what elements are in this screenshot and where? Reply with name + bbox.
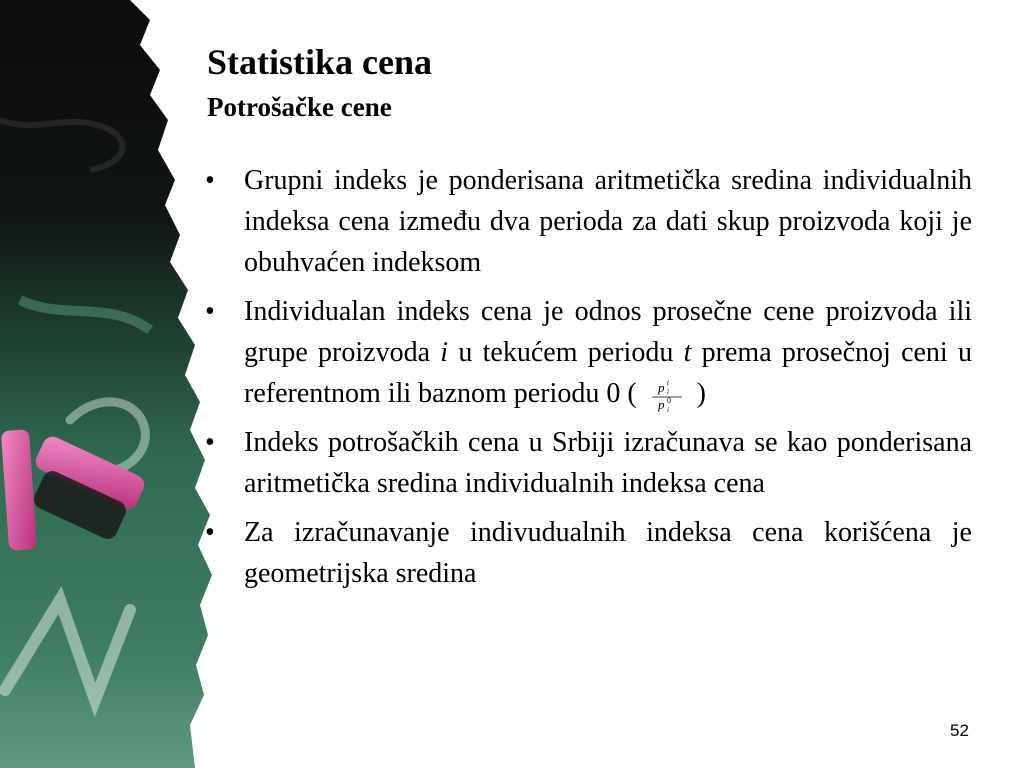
chalkboard-decoration-image (0, 0, 215, 768)
bullet-text: Grupni indeks je ponderisana aritmetička sredina individualnih indeksa cena između dva perioda za dati skup proizvoda koji je obuhvaćen indeksom (244, 165, 972, 278)
bullet-item (205, 160, 972, 283)
page-number: 52 (950, 721, 969, 740)
slide-title: Statistika cena (207, 42, 432, 82)
bullet-text: Indeks potrošačkih cena u Srbiji izračunava se kao ponderisana aritmetička sredina individualnih indeksa cena (244, 427, 972, 499)
variable-t: t (683, 337, 692, 368)
variable-i: i (440, 337, 449, 368)
bullet-marker: • (205, 165, 215, 196)
bullet-text-part: ) (696, 378, 706, 409)
formula-numerator: p (657, 379, 665, 395)
bullet-text-part: u tekućem periodu (448, 337, 684, 368)
bullet-list (205, 160, 972, 602)
bullet-text-part: Individualan indeks cena je odnos prosečne cene proizvoda ili grupe proizvoda (244, 296, 972, 368)
price-ratio-formula (645, 378, 689, 414)
bullet-item (205, 291, 972, 414)
slide-subtitle: Potrošačke cene (207, 92, 392, 122)
formula-denominator: p (657, 396, 665, 412)
bullet-marker: • (205, 296, 215, 327)
bullet-text: Za izračunavanje indivudualnih indeksa cena korišćena je geometrijska sredina (244, 517, 972, 589)
bullet-marker: • (205, 427, 215, 458)
bullet-item (205, 512, 972, 594)
formula-denominator-sub: i (666, 405, 669, 414)
bullet-text-part: prema prosečnoj ceni u referentnom ili baznom periodu 0 ( (244, 337, 972, 409)
formula-numerator-sub: i (666, 387, 669, 396)
formula-numerator-sup: t (666, 378, 669, 387)
bullet-item (205, 422, 972, 504)
formula-denominator-sup: 0 (666, 395, 671, 405)
bullet-marker: • (205, 517, 215, 548)
